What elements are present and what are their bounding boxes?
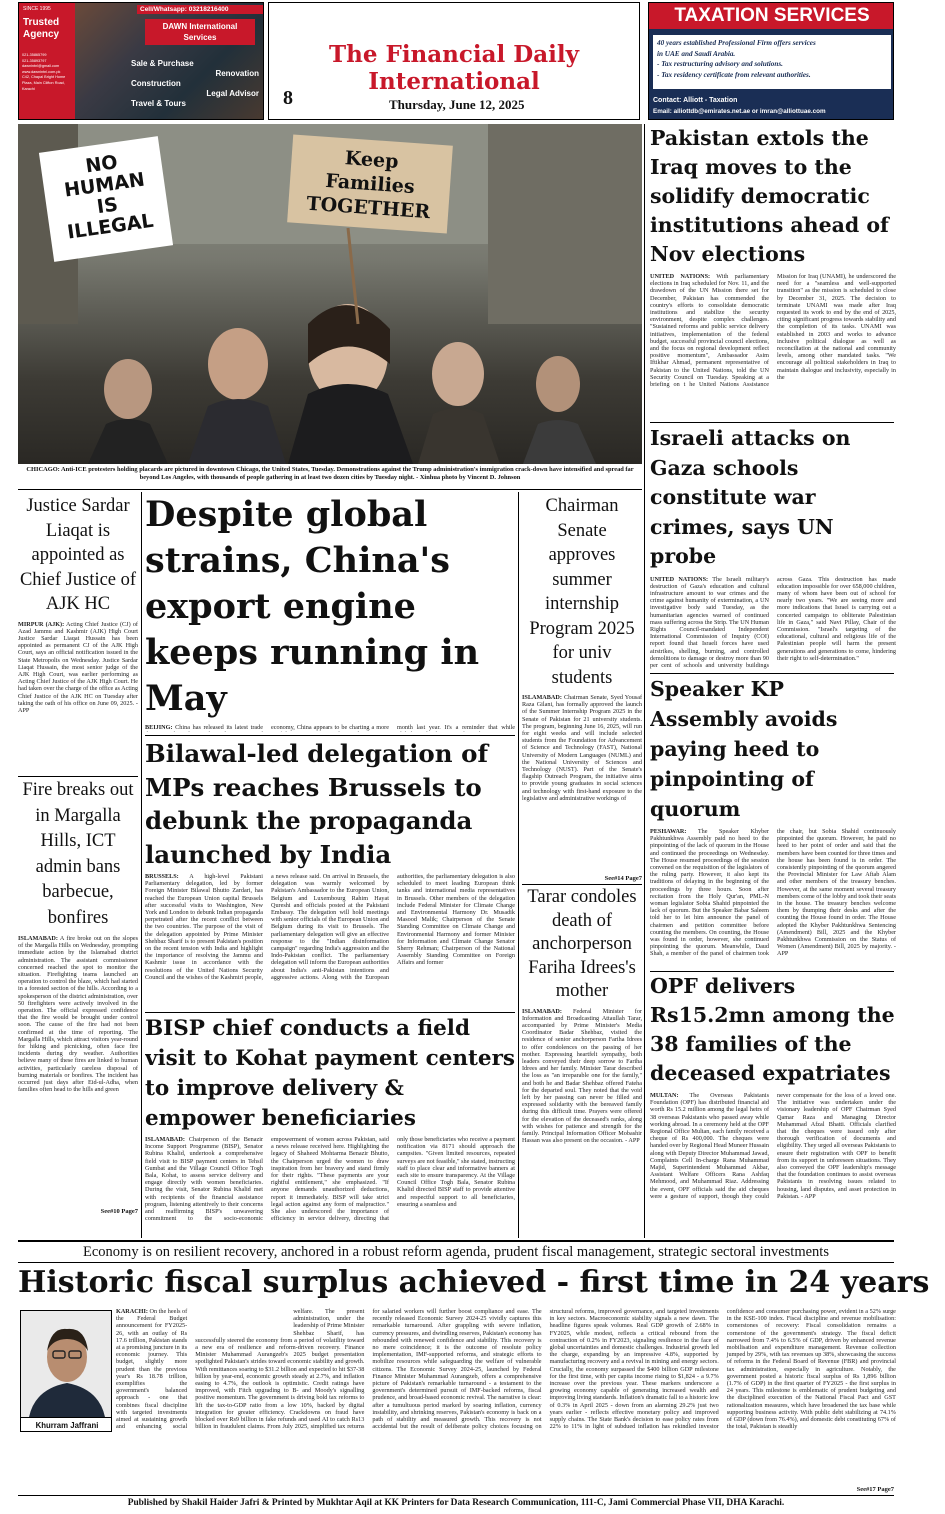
ad-dawn-detail: 021-35893797 [22, 58, 47, 63]
story-fire-dateline: ISLAMABAD: [18, 935, 58, 942]
story-china-body [145, 724, 515, 732]
ad-taxation-line: - Tax restructuring advisory and solutions. [657, 60, 783, 68]
story-senate [522, 494, 642, 884]
story-opf-text: The Overseas Pakistanis Foundation (OPF) has distributed financial aid worth Rs 15.2 million among the legal heirs of 38 overseas Pakistanis who passed away while working abroad. In a ceremony held at the OPF Regional Office Multan, each family received a cheque of Rs 400,000. The cheques were handed over by Regional Head Muneer Hussain along with Deputy Director Muhammad Jawad, Complaints Cell In-charge Rana Muhammad Majid, Superintendent Muhammad Akbar, Assistant Welfare Officers Rana Ashfaq Mehmood, and Muhammad Riaz. Addressing the event, OPF officials said the aid cheques were a gesture of support, though they could never compensate for the loss of a loved one. The initiative was undertaken under the visionary leadership of OPF Chairman Syed Qamar Raza and Managing Director Muhammad Afzal Bhatti. Officials clarified that the cheques were issued only after thorough verification of documents and eligibility. They urged all overseas Pakistanis to ensure their registration with OPF to benefit from its support in unforeseen situations. They also conveyed the OPF leadership's message that the foundation continues to assist overseas Pakistanis in resolving issues related to housing, land disputes, and asset protection in Pakistan. - APP [650, 1092, 896, 1200]
story-opf-dateline: MULTAN: [650, 1092, 679, 1099]
story-bisp-text: Chairperson of the Benazir Income Support Programme (BISP), Senator Rubina Khalid, undertook a comprehensive field visit to BISP payment centers in Tehsil Gumbat and the Village Council Office Togh Bala, Kohat, to assess service delivery and engage directly with women beneficiaries. During the visit, Senator Rubina Khalid met with recipients of the financial assistance program, listening attentively to their concerns and reaffirming BISP's unwavering commitment to the socio-economic empowerment of women across Pakistan, said a news release received here. Highlighting the legacy of Shaheed Mohtarma Benazir Bhutto, the Chairperson urged the women to draw inspiration from her bravery and stand firmly for their rights. "These payments are your rightful entitlement," she emphasized. "If anyone demands unauthorized deductions, report it immediately. BISP will take strict legal action against any form of malpractice." She also underscored the importance of efficiency in service delivery, directing that only those beneficiaries who receive a payment notification via 8171 should approach the campsites. "Given limited resources, repeated surveys are not feasible," she stated, instructing staff to place clear and informative banners at each site to ensure transparency. At the Village Council Office Togh Bala, Senator Rubina Khalid directed BISP staff to provide attentive and respectful support to all beneficiaries, ensuring a seamless and [145, 1136, 515, 1223]
ad-dawn-contact: Cell/Whatsapp: 03218216400 [137, 5, 263, 14]
story-gaza-text: The Israeli military's destruction of Gaza's education and cultural infrastructure amount to war crimes and the crime against humanity of extermination, a UN investigative body said Tuesday, as the humanitarian agencies warned of continued mass suffering across the Strip. The UN Human Rights Council-mandated Independent International Commission of Inquiry (COI) report found that Israeli forces have used airstrikes, shelling, burning, and controlled demolitions to damage or destroy more than 90 per cent of schools and university buildings across Gaza. This destruction has made education impossible for over 658,000 children, many of whom have been out of school for nearly two years. "We are seeing more and more indications that Israel is carrying out a concerted campaign to obliterate Palestinian life in Gaza," said Navi Pillay, Chair of the Commission. "Israel's targeting of the educational, cultural and religious life of the Palestinian people will harm the present generations and generations to come, hindering their right to self-determination." [650, 575, 896, 669]
story-kp-text: The Speaker Khyber Pakhtunkhwa Assembly paid no heed to the pinpointing of the lack of quorum in the House and continued the proceedings on Wednesday. The House resumed proceedings of the session convened on the requisition of the legislators of the ruling party. However, it also kept its traditions of delaying in the beginning of the proceedings by three hours. Soon after recitation from the Holy Qur'an, PML-N woman legislator Sobia Shahid pinpointed the lack of quorum. But the Speaker Babar Saleem told her to let him announce the panel of chairmen and petition committee before counting the members. On counting, the House was found in order, however, she continued pinpointing the quorum. Meanwhile, Daud Shah, a member of the panel of chairmen took the chair, but Sobia Shahid continuously pinpointed the quorum. However, he paid no heed to her point of order and said that the members have been counted for three times and the house has been found is in order. The consistently pinpointing of the quorum angered the Provincial Minister for Law Aftab Alam and other members of the treasury benches. However, at the same moment several treasury members come of the lobby and took their seats in the house. The treasury benches welcome them by thumping their desks and after the counting the House found in order. The House adopted the Khyber Pakhtunkhwa Sentencing (Amendment) Bill, 2025 and the Khyber Pakhtunkhwa Commission on the Status of Women (Amendment) Bill, 2025 by majority. - APP [650, 828, 896, 958]
horizontal-rule [145, 1012, 515, 1013]
masthead-title: The Financial Daily International [329, 41, 579, 95]
banner-see[interactable]: See#17 Page7 [856, 1486, 894, 1493]
ad-taxation[interactable] [648, 2, 894, 120]
ad-dawn-detail: www.dawnintnl.com.pk [22, 69, 61, 74]
story-bilawal-headline: Bilawal-led delegation of MPs reaches Brussels to debunk the propaganda launched by India [145, 739, 488, 869]
story-china-headline: Despite global strains, China's export engine keeps running in May [145, 494, 480, 719]
ad-dawn-detail: Karachi [22, 86, 35, 91]
story-china [145, 492, 515, 732]
banner-text: On the heels of the Federal Budget announcement for FY2025-26, with an outlay of Rs 17.6 trillion, Pakistan stands at a promising juncture in its economic journey. This budget, slightly more prudent than the previous year's Rs 18.78 trillion, exemplifies the government's balanced approach - one that combines fiscal discipline with targeted investments aimed at sustaining growth and enhancing social welfare. The present administration, under the leadership of Prime Minister Shehbaz Sharif, has successfully steered the economy from a period of volatility toward a new era of resilience and reform-driven recovery. Finance Minister Muhammad Aurangzeb's 2025 budget presentation spotlighted Pakistan's strides toward economic stability and growth. With remittances soaring to $31.2 billion and expected to hit $37-38 billion by year-end, economic growth steady at 2.7%, and inflation easing to 4.7%, the outlook is optimistic. Credit ratings have improved, with Fitch upgrading to B- and Moody's signalling positive momentum. The government is driving bold tax reforms to lift the tax-to-GDP ratio from a low 10%, backed by digital integration for greater efficiency. Crackdowns on fraud have blocked over Rs9 billion in fake refunds and used AI to catch Rs13 billion in fraudulent claims. From July 2025, simplified tax returns for salaried workers will further boost compliance and ease. The recently released Economic Survey 2024-25 vividly captures this remarkable turnaround. After grappling with severe inflation, currency pressures, and dwindling reserves, Pakistan's economy has rebounded with renewed confidence and stability. This recovery is no mere coincidence; it is the outcome of resolute policy implementation, IMF-supported reforms, and strategic efforts to mobilize resources while safeguarding the welfare of vulnerable citizens. The Economic Survey 2024-25, launched by Federal Finance Minister Muhammad Aurangzeb, offers a comprehensive picture of Pakistan's remarkable turnaround - a testament to the government's determined pursuit of IMF-backed reforms, fiscal prudence, and broad-based economic revival. The narrative is clear: after a tumultuous period marked by soaring inflation, currency instability, and shrinking reserves, Pakistan's economy is back on a path of stability and measured growth. This recovery is not accidental but the result of deliberate policy choices focusing on structural reforms, improved governance, and targeted investments in key sectors. Macroeconomic stability signals a new dawn. The headline figures speak volumes. Real GDP growth of 2.68% in FY2025, while modest, reflects a critical rebound from the contraction of 0.2% in FY2023, signaling resilience in the face of global uncertainties and domestic challenges. Industrial growth led the charge, expanding by an impressive 4.8%, supported by manufacturing recovery and a revival in mining and energy sectors. Crucially, the economy surpassed the $400 billion GDP milestone for the first time, with per capita income rising to $1,824 - a 9.7% increase over the previous year. These markers underscore a growing economy capable of generating increased wealth and improving living standards. Inflation's dramatic fall to a historic low of 0.3% in April 2025 - down from an alarming 29.2% just two years earlier - reflects effective monetary policy and improved supply chains. The State Bank's decision to ease policy rates from 22% to 11% in light of subdued inflation has rekindled investor confidence and consumer purchasing power, evident in a 52% surge in the KSE-100 index. Fiscal discipline and revenue mobilisation: cornerstones of recovery: Fiscal consolidation remains a cornerstone of the government's strategy. The fiscal deficit narrowed from 7.4% to 6.5% of GDP, driven by enhanced revenue mobilisation and expenditure management. Revenue collection jumped by 29%, with tax revenues up 38%, showcasing the success of reforms in the Federal Board of Revenue (FBR) and provincial tax administration, especially in agriculture. Notably, the government posted a historic fiscal surplus of Rs 1,896 billion (1.7% of GDP) in the first quarter of FY2025 - the first surplus in 24 years. This milestone is emblematic of prudent budgeting and the disciplined execution of the National Fiscal Pact and GST rationalization measures, which have broadened the tax base while supporting business activity. With public debt stabilizing at 74.1% of GDP (down from 76.4%), and domestic debt constituting 67% of the total, Pakistan is steadily [116, 1308, 896, 1431]
masthead-page-number: 8 [283, 87, 293, 109]
story-tarar [522, 886, 642, 1238]
story-senate-text: Chairman Senate, Syed Yousaf Raza Gilani, has formally approved the launch of the Summer Internship Program 2025 in the Senate of Pakistan for 21 university students. The program, beginning June 16, 2025, will run for eight weeks and will include selected students from the Foundation for Advancement of Science and Technology (FAST), National University of Modern Languages (NUML) and the National University of Sciences and Technology (NUST). Part of the Senate's flagship Outreach Program, the initiative aims to provide young graduates in social sciences and technology with first-hand exposure to the legislative and administrative workings of [522, 694, 642, 802]
ad-taxation-line: in UAE and Saudi Arabia. [657, 49, 736, 58]
story-ajk-body [18, 621, 138, 715]
ad-dawn-company: DAWN International Services [145, 19, 255, 45]
horizontal-rule [18, 1495, 894, 1496]
ad-dawn-details [22, 53, 74, 92]
story-iraq [650, 124, 896, 420]
story-fire-body [18, 935, 138, 1207]
banner-body [18, 1308, 896, 1484]
story-gaza-dateline: UNITED NATIONS: [650, 575, 709, 583]
horizontal-rule [522, 884, 642, 885]
story-bilawal-body [145, 873, 515, 1011]
ad-dawn-service: Travel & Tours [131, 99, 186, 108]
ad-dawn-services [131, 59, 259, 109]
story-senate-dateline: ISLAMABAD: [522, 694, 562, 701]
story-senate-body [522, 694, 642, 874]
story-fire-see[interactable]: See#10 Page7 [100, 1208, 138, 1215]
banner-dateline: KARACHI: [116, 1308, 148, 1315]
story-kp-body [650, 828, 896, 970]
ad-taxation-contact: Contact: Alliott - Taxation [653, 97, 738, 104]
ad-dawn-service: Construction [131, 79, 181, 88]
story-ajk-text: Acting Chief Justice (CJ) of Azad Jammu and Kashmir (AJK) High Court Justice Sardar Liaqat Hussain has been appointed as permanent CJ of the AJK High Court, says an official notification issued in the State Metropolis on Wednesday. Justice Sardar Liaqat Hussain, the most senior judge of the AJK High Court, was earlier performing as Acting Chief Justice of the AJK High Court. He had taken over the charge of the office as Acting Chief Justice of the AJK HC on Tuesday after taking the oath of his office on June 09, 2025. - APP [18, 620, 138, 714]
story-gaza [650, 424, 896, 672]
ad-dawn-service: Renovation [215, 69, 259, 78]
horizontal-rule [145, 735, 515, 736]
photo-caption: CHICAGO: Anti-ICE protesters holding placards are pictured in downtown Chicago, the United States, Tuesday. Demonstrations against the Trump administration's immigration crack-down have intensified and spread far beyond Los Angeles, with thousands of people gathering in at least two dozen cities by Tuesday night. - Xinhua photo by Vincent D. Johnson [26, 466, 634, 481]
story-fire-headline: Fire breaks out in Margalla Hills, ICT admin bans barbecue, bonfires [22, 780, 134, 928]
story-bilawal-dateline: BRUSSELS: [145, 873, 179, 880]
ad-dawn-service: Legal Advisor [206, 89, 259, 98]
banner-kicker: Economy is on resilient recovery, anchored in a robust reform agenda, prudent fiscal management, strategic sectoral investments [18, 1244, 894, 1263]
vertical-rule [141, 492, 142, 1238]
story-gaza-body [650, 576, 896, 673]
story-tarar-text: Federal Minister for Information and Broadcasting Attaullah Tarar, accompanied by Prime Minister's Media Coordinator Badar Shehbaz, visited the residence of senior anchorperson Fariha Idrees to offer condolences on the passing of her mother. Expressing heartfelt sympathy, both leaders conveyed their deep sorrow to Fariha Idrees and her family. Minister Tarar described the loss as "an irreparable one for the family," and both he and Badar Shehbaz offered Fateha for the departed soul. They noted that the void left by her passing can never be filled and expressed solidarity with the bereaved family during this difficult time. Prayers were offered for the elevation of the deceased's ranks, along with wishes for patience and strength for the family. Principal Information Officer Mobashir Hassan was also present on the occasion. - APP [522, 1007, 642, 1145]
story-iraq-headline: Pakistan extols the Iraq moves to the solidify democratic institutions ahead of Nov elections [650, 126, 889, 266]
ad-taxation-email[interactable]: Email: alliottdb@emirates.net.ae or imran@alliottuae.com [653, 108, 826, 115]
ad-dawn-service: Sale & Purchase [131, 59, 194, 68]
story-ajk-headline: Justice Sardar Liaqat is appointed as Chief Justice of AJK HC [19, 496, 137, 614]
ad-dawn-detail: 021-35865799 [22, 53, 47, 57]
story-ajk-dateline: MIRPUR (AJK): [18, 620, 65, 628]
ad-taxation-copy [653, 35, 891, 89]
story-iraq-dateline: UNITED NATIONS: [650, 273, 711, 280]
ad-taxation-title: TAXATION SERVICES [649, 3, 894, 29]
story-tarar-body [522, 1008, 642, 1145]
story-tarar-dateline: ISLAMABAD: [522, 1007, 562, 1015]
masthead [268, 2, 640, 120]
horizontal-rule [18, 1240, 894, 1242]
story-ajk [18, 494, 138, 776]
story-gaza-headline: Israeli attacks on Gaza schools constitute war crimes, says UN probe [650, 426, 851, 568]
story-china-dateline: BEIJING: [145, 724, 173, 731]
masthead-date: Thursday, June 12, 2025 [389, 97, 525, 112]
banner-headline: Historic fiscal surplus achieved - first time in 24 years [18, 1265, 930, 1300]
story-bilawal [145, 737, 515, 1011]
horizontal-rule [18, 776, 138, 777]
ad-dawn-detail: C42, Chapal Bright Home [22, 75, 66, 80]
ad-dawn-brand-line1: Trusted [23, 17, 60, 28]
ad-taxation-line: 40 years established Professional Firm offers services [657, 39, 816, 47]
story-bisp-headline: BISP chief conducts a field visit to Kohat payment centers to improve delivery & empower beneficiaries [145, 1016, 515, 1131]
ad-dawn[interactable] [18, 2, 264, 120]
story-senate-see[interactable]: See#14 Page7 [604, 875, 642, 882]
ad-dawn-detail: dawnintnl@gmail.com [22, 64, 60, 69]
protest-sign-right: Keep Families TOGETHER [305, 147, 431, 224]
ad-dawn-detail: Plaza, Main Clifton Road, [22, 80, 65, 85]
story-fire [18, 778, 138, 1238]
story-opf-headline: OPF delivers Rs15.2mn among the 38 families of the deceased expatriates [650, 974, 895, 1085]
protest-photo [18, 124, 642, 464]
ad-dawn-since: SINCE 1995 [23, 6, 51, 12]
ad-taxation-line: - Tax residency certificate from relevant authorities. [657, 70, 811, 79]
story-bisp-body [145, 1136, 515, 1238]
story-china-text: China has released its latest trade economy, China appears to be charting a more month last year. It's a reminder that while [175, 724, 515, 731]
story-bisp [145, 1014, 515, 1238]
vertical-rule [518, 492, 519, 1238]
story-bisp-dateline: ISLAMABAD: [145, 1136, 185, 1143]
story-kp-dateline: PESHAWAR: [650, 828, 687, 835]
horizontal-rule [18, 489, 642, 490]
ad-dawn-brand-line2: Agency [23, 29, 60, 40]
story-bilawal-text: A high-level Pakistani Parliamentary delegation, led by former Foreign Minister Bilawal Bhutto Zardari, has reached the European Union capital Brussels after successful visits to Washington, New York and London to debunk Indian propaganda perpetrated after the recent conflict between the two countries. The purpose of the visit of the delegation appointed by Prime Minister Shehbaz Sharif is to present Pakistan's position on the recent tension with India and highlight the importance of resolving the Jammu and Kashmir issue in accordance with the resolutions of the United Nations Security Council and the wishes of the Kashmiri people, a news release said. On arrival in Brussels, the delegation was warmly welcomed by Pakistan's Ambassador to the European Union, Belgium and Luxembourg Rahim Hayat Qureshi and officials posted at the Pakistani Embassy. The delegation will hold meetings with senior officials of the European Union and Belgium during its visit to Brussels. The parliamentary delegation will give an effective response to the "Indian disinformation campaign" regarding India's aggression and the Indo-Pakistan conflict. The parliamentary delegation will inform the European authorities about India's anti-Pakistan intentions and aggressive actions. Along with the European authorities, the parliamentary delegation is also scheduled to meet leading European think tanks and international media representatives in Brussels. Other members of the delegation include Federal Minister for Climate Change and Environmental Harmony Dr. Musadik Masood Malik; Chairperson of the Senate Standing Committee on Climate Change and Environmental Harmony and former Minister for Information and Climate Change Senator Sherry Rehman; Chairperson of the National Assembly Standing Committee on Foreign Affairs and former [145, 873, 515, 981]
story-iraq-body [650, 273, 896, 420]
story-tarar-headline: Tarar condoles death of anchorperson Fariha Idrees's mother [527, 887, 637, 1001]
story-fire-text: A fire broke out on the slopes of the Margalla Hills on Wednesday, prompting immediate action by the Islamabad district administration. The assistant commissioner concerned reached the spot to monitor the situation. Firefighting teams launched an operation to control the blaze, which had started in a forested section of the hills. According to a spokesperson of the district administration, over 50 firefighters were actively involved in the operation. The official expressed confidence that the fire would be brought under control soon. The cause of the fire had not been confirmed at the time of reporting. The Margalla Hills, which attract visitors year-round for hiking and picnicking, often face fire incidents during dry weather. Authorities believe many of these fires are linked to human activities, particularly careless disposal of burning materials or bonfires. The incident has occurred just days after Eid-ul-Adha, when families often head to the hills and green [18, 935, 138, 1094]
story-senate-headline: Chairman Senate approves summer internship Program 2025 for univ students [529, 496, 635, 688]
story-opf [650, 972, 896, 1238]
story-kp [650, 674, 896, 970]
story-iraq-text: With parliamentary elections in Iraq scheduled for Nov. 11, and the drawdown of the UN Mission there set for December, Pakistan has commended the country's efforts to consolidate democratic institutions and stabilize the security environment, despite complex challenges. "Sustained reforms and public service delivery initiatives, implementation of the federal budget, successful provincial council elections, and the focus on regional development reflect positive momentum", Ambassador Asim Iftikhar Ahmad, permanent representative of Pakistan to the United Nations, told the UN Security Council on Tuesday. Speaking at a briefing on t he United Nations Assistance Mission for Iraq (UNAMI), he underscored the need for a "seamless and well-supported transition" as the mission is scheduled to close by December 31, 2025. The decision to terminate UNAMI was made after Iraq requested its work to end by the end of 2025, citing significant progress towards stability and the completion of its tasks. UNAMI was established in 2003 and works to advance inclusive political dialogue as well as reconciliation at the national and community levels, among other mandated tasks. "We encourage all political stakeholders in Iraq to maintain dialogue and inclusivity, especially in the [650, 273, 896, 389]
protest-sign-left: NO HUMAN IS ILLEGAL [62, 151, 155, 244]
vertical-rule [644, 124, 645, 1238]
author-name: Khurram Jaffrani [21, 1417, 112, 1432]
story-kp-headline: Speaker KP Assembly avoids paying heed to pinpointing of quorum [650, 677, 838, 821]
footer-imprint: Published by Shakil Haider Jafri & Printed by Mukhtar Aqil at KK Printers for Data Research Communication, 111-C, Jami Commercial Phase VII, DHA Karachi. [127, 1498, 785, 1508]
story-opf-body [650, 1092, 896, 1238]
horizontal-rule [650, 422, 894, 423]
